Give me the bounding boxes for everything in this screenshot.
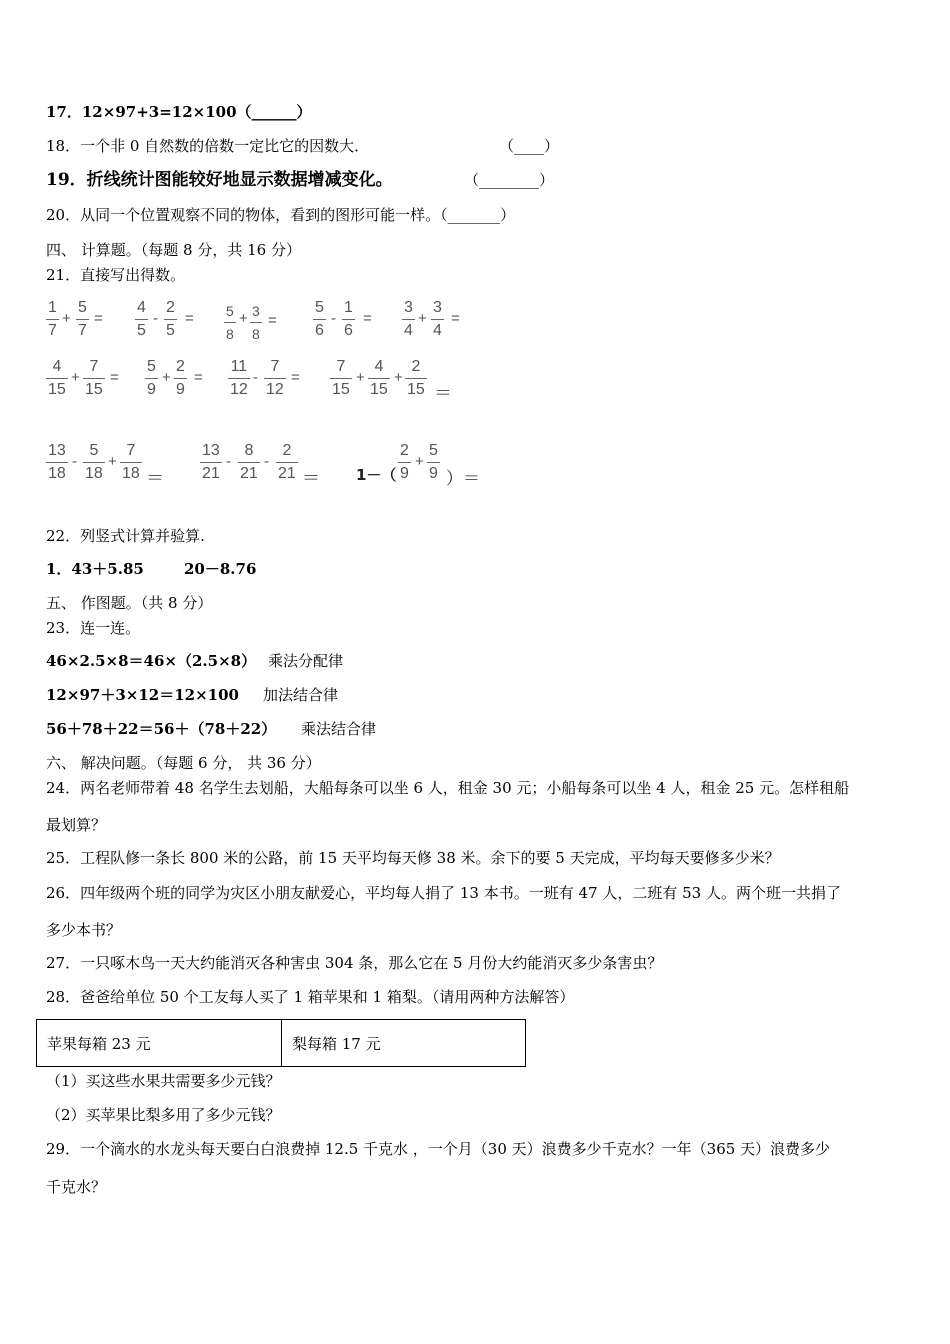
fraction: 3 4 bbox=[433, 299, 442, 339]
operator: - bbox=[264, 453, 269, 470]
fraction: 5 8 bbox=[226, 303, 234, 342]
fraction: 3 4 bbox=[404, 299, 413, 339]
answer-blank[interactable]: （________） bbox=[464, 171, 555, 189]
question-19-text: 19．折线统计图能较好地显示数据增减变化。 bbox=[46, 170, 393, 190]
question-19 bbox=[46, 170, 555, 190]
fraction: 4 15 bbox=[48, 358, 66, 398]
fraction: 4 5 bbox=[137, 299, 146, 339]
fraction: 13 21 bbox=[202, 442, 220, 482]
question-28-sub-2: （2）买苹果比梨多用了多少元钱？ bbox=[46, 1106, 281, 1124]
fraction: 7 15 bbox=[332, 358, 350, 398]
equals: = bbox=[291, 369, 300, 386]
fraction: 7 18 bbox=[122, 442, 140, 482]
match-right-3: 乘法结合律 bbox=[301, 720, 377, 738]
fraction: 5 7 bbox=[78, 299, 87, 339]
equals: = bbox=[268, 312, 277, 329]
question-22-title: 22．列竖式计算并验算. bbox=[46, 527, 205, 545]
operator: - bbox=[331, 310, 336, 327]
question-18 bbox=[46, 136, 560, 156]
operator: + bbox=[71, 369, 80, 386]
operator: + bbox=[108, 453, 117, 470]
price-cell-apple: 苹果每箱 23 元 bbox=[37, 1020, 282, 1067]
fraction: 8 21 bbox=[240, 442, 258, 482]
fraction: 2 5 bbox=[166, 299, 175, 339]
question-22-item-2: 20－8.76 bbox=[184, 560, 257, 578]
equals: = bbox=[110, 369, 119, 386]
question-29-line-1: 29．一个滴水的水龙头每天要白白浪费掉 12.5 千克水 ，一个月（30 天）浪费多少千克水？一年（365 天）浪费多少 bbox=[46, 1140, 831, 1158]
equals: ＝ bbox=[146, 468, 164, 489]
question-22-item-1: 1．43＋5.85 bbox=[46, 560, 144, 578]
section-4-title: 四、 计算题。（每题 8 分，共 16 分） bbox=[46, 241, 301, 259]
match-left-2: 12×97＋3×12＝12×100 bbox=[46, 686, 239, 704]
operator: - bbox=[153, 310, 158, 327]
fraction: 3 8 bbox=[252, 303, 260, 342]
fraction: 2 21 bbox=[278, 442, 296, 482]
answer-blank[interactable]: （____） bbox=[499, 137, 560, 155]
fraction: 2 9 bbox=[400, 442, 409, 482]
question-23-title: 23．连一连。 bbox=[46, 619, 141, 637]
operator: - bbox=[226, 453, 231, 470]
fraction: 7 15 bbox=[85, 358, 103, 398]
match-left-3: 56＋78＋22＝56＋（78＋22） bbox=[46, 720, 277, 738]
question-26-line-1: 26．四年级两个班的同学为灾区小朋友献爱心，平均每人捐了 13 本书。一班有 47 人，二班有 53 人。两个班一共捐了 bbox=[46, 884, 841, 902]
fraction: 4 15 bbox=[370, 358, 388, 398]
fraction: 1 7 bbox=[48, 299, 57, 339]
question-27: 27．一只啄木鸟一天大约能消灭各种害虫 304 条，那么它在 5 月份大约能消灭多少条害虫？ bbox=[46, 954, 663, 972]
section-5-title: 五、 作图题。（共 8 分） bbox=[46, 594, 213, 612]
question-17: 17．12×97+3=12×100（______） bbox=[46, 103, 312, 121]
operator: + bbox=[418, 310, 427, 327]
question-29-line-2: 千克水？ bbox=[46, 1178, 107, 1196]
operator: - bbox=[72, 453, 77, 470]
equals: = bbox=[94, 310, 103, 327]
question-25: 25．工程队修一条长 800 米的公路，前 15 天平均每天修 38 米。余下的要 5 天完成，平均每天要修多少米？ bbox=[46, 849, 780, 867]
fraction: 2 9 bbox=[176, 358, 185, 398]
question-18-text: 18．一个非 0 自然数的倍数一定比它的因数大． bbox=[46, 137, 370, 155]
question-21-title: 21．直接写出得数。 bbox=[46, 266, 186, 284]
equals: ＝ bbox=[434, 383, 452, 404]
fraction: 5 6 bbox=[315, 299, 324, 339]
match-right-2: 加法结合律 bbox=[263, 686, 339, 704]
price-cell-pear: 梨每箱 17 元 bbox=[282, 1020, 526, 1067]
equals: = bbox=[363, 310, 372, 327]
equals: = bbox=[185, 310, 194, 327]
price-table bbox=[36, 1019, 526, 1067]
match-left-1: 46×2.5×8＝46×（2.5×8） bbox=[46, 652, 257, 670]
operator: + bbox=[62, 310, 71, 327]
question-28-sub-1: （1）买这些水果共需要多少元钱？ bbox=[46, 1072, 281, 1090]
match-right-1: 乘法分配律 bbox=[268, 652, 344, 670]
question-24-line-2: 最划算？ bbox=[46, 816, 107, 834]
fraction: 11 12 bbox=[230, 358, 248, 398]
question-20: 20．从同一个位置观察不同的物体，看到的图形可能一样。（_______） bbox=[46, 206, 516, 224]
fraction: 5 18 bbox=[85, 442, 103, 482]
operator: + bbox=[356, 369, 365, 386]
operator: + bbox=[415, 453, 424, 470]
fraction: 13 18 bbox=[48, 442, 66, 482]
fraction: 5 9 bbox=[147, 358, 156, 398]
equals: = bbox=[451, 310, 460, 327]
question-26-line-2: 多少本书？ bbox=[46, 921, 122, 939]
fraction: 1 6 bbox=[344, 299, 353, 339]
operator: + bbox=[162, 369, 171, 386]
fraction: 5 9 bbox=[429, 442, 438, 482]
equals: ＝ bbox=[302, 468, 320, 489]
section-6-title: 六、 解决问题。（每题 6 分， 共 36 分） bbox=[46, 754, 321, 772]
operator: - bbox=[253, 369, 258, 386]
fraction: 7 12 bbox=[266, 358, 284, 398]
suffix: ）＝ bbox=[446, 469, 480, 489]
fraction: 2 15 bbox=[407, 358, 425, 398]
equals: = bbox=[194, 369, 203, 386]
operator: + bbox=[394, 369, 403, 386]
prefix: 1－（ bbox=[356, 466, 397, 484]
operator: + bbox=[239, 310, 248, 327]
question-24-line-1: 24．两名老师带着 48 名学生去划船，大船每条可以坐 6 人，租金 30 元；小船每条可以坐 4 人，租金 25 元。怎样租船 bbox=[46, 779, 850, 797]
question-28-title: 28．爸爸给单位 50 个工友每人买了 1 箱苹果和 1 箱梨。（请用两种方法解答） bbox=[46, 988, 575, 1006]
